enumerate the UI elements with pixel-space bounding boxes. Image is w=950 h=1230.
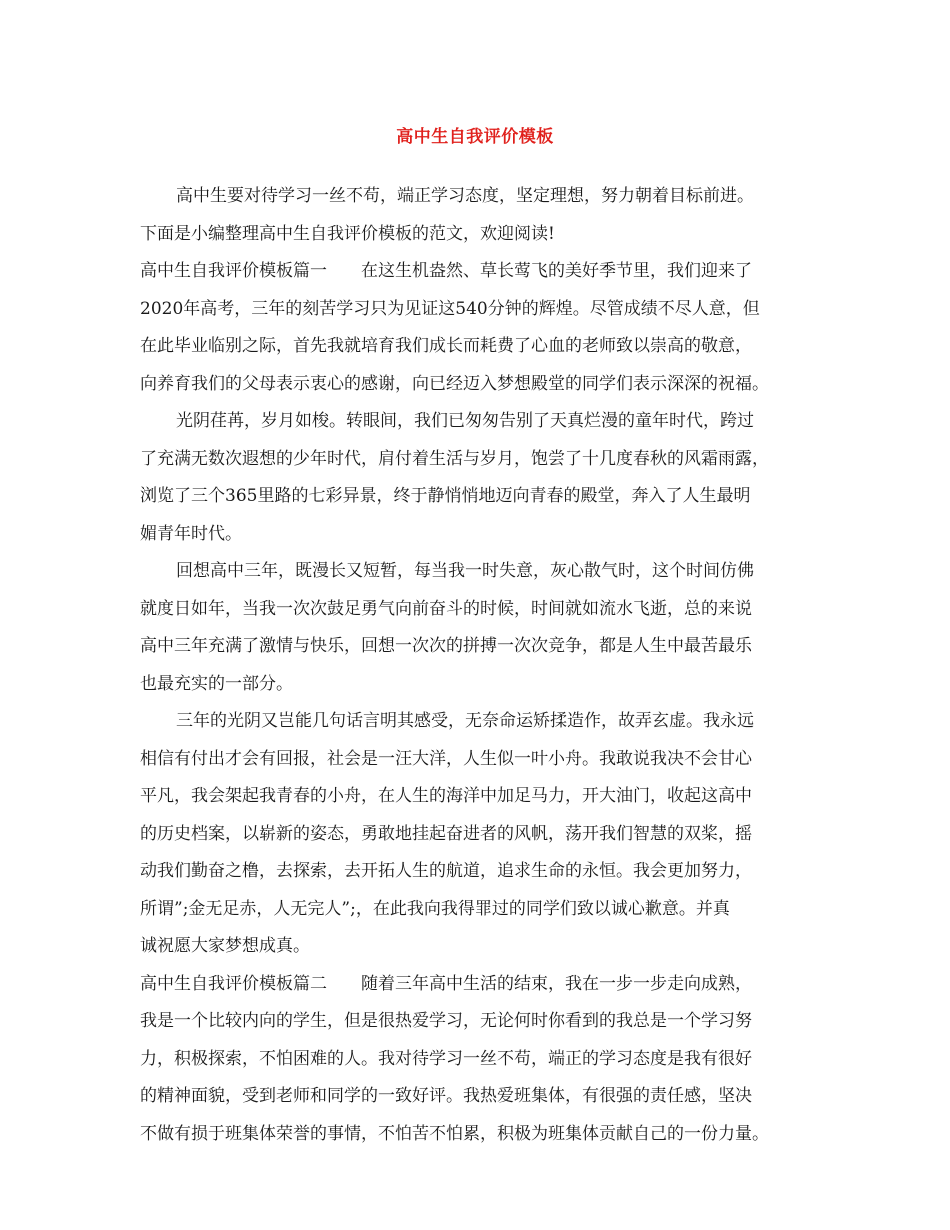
text-line: 下面是小编整理高中生自我评价模板的范文，欢迎阅读! [140,223,555,244]
document-body [140,178,830,1153]
text-line: 所谓”;金无足赤，人无完人”;，在此我向我得罪过的同学们致以诚心歉意。并真 [140,898,730,919]
text-line: 媚青年时代。 [140,523,242,544]
text-line: 就度日如年，当我一次次鼓足勇气向前奋斗的时候，时间就如流水飞逝，总的来说 [140,598,752,619]
text-line: 诚祝愿大家梦想成真。 [140,936,310,956]
text-line: 动我们勤奋之橹，去探索，去开拓人生的航道，追求生命的永恒。我会更加努力， [140,861,752,881]
text-line: 2020年高考，三年的刻苦学习只为见证这540分钟的辉煌。尽管成绩不尽人意，但 [140,298,760,319]
text-line: 平凡，我会架起我青春的小舟，在人生的海洋中加足马力，开大油门，收起这高中 [140,786,752,806]
document-title: 高中生自我评价模板 [396,127,554,147]
text-line: 高中生要对待学习一丝不苟，端正学习态度，坚定理想，努力朝着目标前进。 [176,186,754,206]
text-line: 了充满无数次遐想的少年时代，肩付着生活与岁月，饱尝了十几度春秋的风霜雨露， [140,448,769,469]
text-run: 随着三年高中生活的结束，我在一步一步走向成熟， [361,973,752,994]
text-line: 三年的光阴又岂能几句话言明其感受，无奈命运矫揉造作，故弄玄虚。我永远 [176,711,754,731]
text-line: 回想高中三年，既漫长又短暂，每当我一时失意，灰心散气时，这个时间仿佛 [176,561,754,581]
text-line: 的历史档案，以崭新的姿态，勇敢地挂起奋进者的风帆，荡开我们智慧的双桨，摇 [140,823,752,844]
text-line: 我是一个比较内向的学生，但是很热爱学习，无论何时你看到的我总是一个学习努 [140,1011,752,1031]
section-heading-line [140,253,830,291]
text-line: 相信有付出才会有回报，社会是一汪大洋，人生似一叶小舟。我敢说我决不会甘心 [140,748,752,769]
text-line: 的精神面貌，受到老师和同学的一致好评。我热爱班集体，有很强的责任感，坚决 [140,1086,752,1106]
section-heading: 高中生自我评价模板篇二 [140,973,327,994]
text-line: 向养育我们的父母表示衷心的感谢，向已经迈入梦想殿堂的同学们表示深深的祝福。 [140,373,769,394]
text-line: 不做有损于班集体荣誉的事情，不怕苦不怕累，积极为班集体贡献自己的一份力量。 [140,1123,769,1144]
text-line: 浏览了三个365里路的七彩异景，终于静悄悄地迈向青春的殿堂，奔入了人生最明 [140,486,751,506]
text-run: 在这生机盎然、草长莺飞的美好季节里，我们迎来了 [361,261,752,281]
text-line: 力，积极探索，不怕困难的人。我对待学习一丝不苟，端正的学习态度是我有很好 [140,1048,752,1069]
text-line: 在此毕业临别之际，首先我就培育我们成长而耗费了心血的老师致以崇高的敬意， [140,336,752,356]
section-heading-line [140,966,830,1004]
section-heading: 高中生自我评价模板篇一 [140,261,327,281]
text-line: 也最充实的一部分。 [140,673,293,694]
text-line: 高中三年充满了激情与快乐，回想一次次的拼搏一次次竞争，都是人生中最苦最乐 [140,636,752,656]
text-line: 光阴荏苒，岁月如梭。转眼间，我们已匆匆告别了天真烂漫的童年时代，跨过 [176,411,754,431]
